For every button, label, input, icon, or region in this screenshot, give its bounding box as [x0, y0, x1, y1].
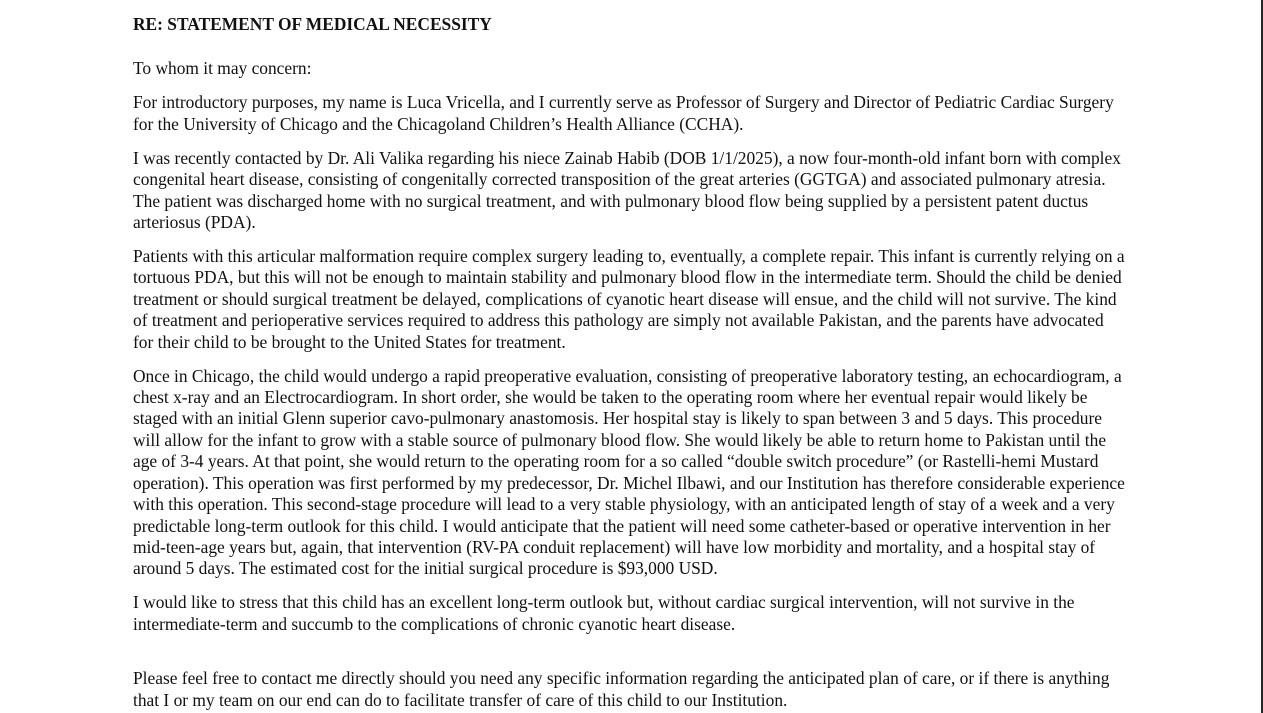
paragraph-patient-history: I was recently contacted by Dr. Ali Valika regarding his niece Zainab Habib (DOB 1/1/2025), a now four-month-old infant born with complex congenital heart disease, consisting of congenitally corrected transposition of the great arteries (GGTGA) and associated pulmonary atresia. The patient was discharged home with no surgical treatment, and with pulmonary blood flow being supplied by a persistent patent ductus arteriosus (PDA). [133, 147, 1121, 233]
letter-salutation: To whom it may concern: [133, 58, 312, 79]
paragraph-condition: Patients with this articular malformation require complex surgery leading to, eventually, a complete repair. This infant is currently relying on a tortuous PDA, but this will not be enough to maintain stability and pulmonary blood flow in the intermediate term. Should the child be denied treatment or should surgical treatment be delayed, complications of cyanotic heart disease will ensue, and the child will not survive. The kind of treatment and perioperative services required to address this pathology are simply not available Pakistan, and the parents have advocated for their child to be brought to the United States for treatment. [133, 246, 1125, 352]
paragraph-contact: Please feel free to contact me directly should you need any specific information regarding the anticipated plan of care, or if there is anything that I or my team on our end can do to facilitate transfer of care of this child to our Institution. [133, 668, 1110, 710]
paragraph-introduction: For introductory purposes, my name is Luca Vricella, and I currently serve as Professor of Surgery and Director of Pediatric Cardiac Surgery for the University of Chicago and the Chicagoland Children’s Health Alliance (CCHA). [133, 92, 1114, 134]
letter-body [133, 14, 1128, 713]
paragraph-treatment-plan: Once in Chicago, the child would undergo a rapid preoperative evaluation, consisting of preoperative laboratory testing, an echocardiogram, a chest x-ray and an Electrocardiogram. In short order, she would be taken to the operating room where her eventual repair would likely be staged with an initial Glenn superior cavo-pulmonary anastomosis. Her hospital stay is likely to span between 3 and 5 days. This procedure will allow for the infant to grow with a stable source of pulmonary blood flow. She would likely be able to return home to Pakistan until the age of 3-4 years. At that point, she would return to the operating room for a so called “double switch procedure” (or Rastelli-hemi Mustard operation). This operation was first performed by my predecessor, Dr. Michel Ilbawi, and our Institution has therefore considerable experience with this operation. This second-stage procedure will lead to a very stable physiology, with an anticipated length of stay of a week and a very predictable long-term outlook for this child. I would anticipate that the patient will need some catheter-based or operative intervention in her mid-teen-age years but, again, that intervention (RV-PA conduit replacement) will have low morbidity and mortality, and a hospital stay of around 5 days. The estimated cost for the initial surgical procedure is $93,000 USD. [133, 365, 1125, 579]
letter-subject: RE: STATEMENT OF MEDICAL NECESSITY [133, 14, 492, 34]
paragraph-outlook: I would like to stress that this child has an excellent long-term outlook but, without cardiac surgical intervention, will not survive in the intermediate-term and succumb to the complications of chronic cyanotic heart disease. [133, 592, 1075, 634]
